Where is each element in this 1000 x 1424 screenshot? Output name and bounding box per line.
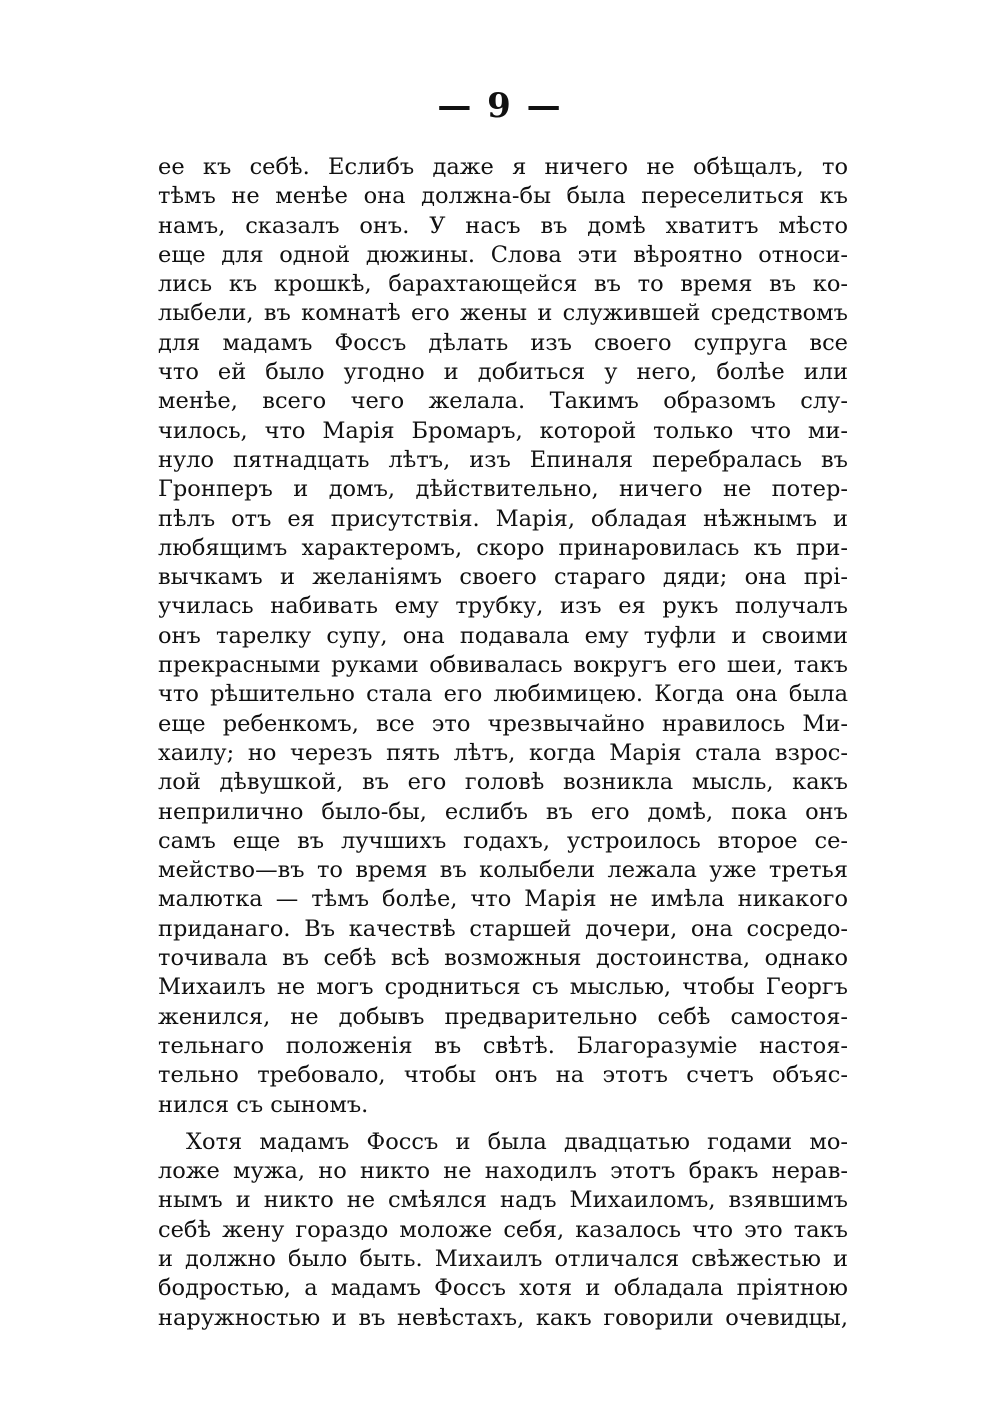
- text-line: и должно было быть. Михаилъ отличался свѣжестью и: [158, 1245, 848, 1272]
- text-line: точивала въ себѣ всѣ возможныя достоинства, однако: [158, 945, 848, 972]
- text-line: Михаилъ не могъ сродниться съ мыслью, чтобы Георгъ: [158, 974, 848, 1001]
- text-line: прекрасными руками обвивалась вокругъ его шеи, такъ: [158, 652, 848, 679]
- text-line: нуло пятнадцать лѣтъ, изъ Епиналя перебралась въ: [158, 446, 848, 473]
- text-line: Хотя мадамъ Фоссъ и была двадцатью годами мо-: [186, 1128, 848, 1155]
- text-line: менѣе, всего чего желала. Такимъ образомъ слу-: [158, 388, 848, 415]
- text-line: намъ, сказалъ онъ. У насъ въ домѣ хватитъ мѣсто: [158, 212, 848, 239]
- text-line: себѣ жену гораздо моложе себя, казалось что это такъ: [158, 1216, 848, 1243]
- text-line: самъ еще въ лучшихъ годахъ, устроилось второе се-: [158, 827, 848, 854]
- text-line: Гронперъ и домъ, дѣйствительно, ничего не потер-: [158, 476, 848, 503]
- text-line: малютка — тѣмъ болѣе, что Марія не имѣла никакого: [158, 886, 848, 913]
- text-line: еще ребенкомъ, все это чрезвычайно нравилось Ми-: [158, 710, 848, 737]
- paragraph-2: [158, 1128, 848, 1333]
- text-line: лой дѣвушкой, въ его головѣ возникла мысль, какъ: [158, 769, 848, 796]
- text-line: нился съ сыномъ.: [158, 1091, 369, 1118]
- text-line: тельно требовало, чтобы онъ на этотъ счетъ объяс-: [158, 1062, 848, 1089]
- text-line: что рѣшительно стала его любимицею. Когда она была: [158, 681, 848, 708]
- text-line: неприлично было-бы, еслибъ въ его домѣ, пока онъ: [158, 798, 848, 825]
- page-number: — 9 —: [437, 86, 563, 126]
- text-line: хаилу; но черезъ пять лѣтъ, когда Марія стала взрос-: [158, 739, 848, 766]
- paragraph-spacer: [158, 1120, 848, 1128]
- text-line: тельнаго положенія въ свѣтѣ. Благоразуміе настоя-: [158, 1032, 848, 1059]
- body-text: [158, 153, 848, 1333]
- text-line: лись къ крошкѣ, барахтающейся въ то время въ ко-: [158, 271, 848, 298]
- text-line: женился, не добывъ предварительно себѣ самостоя-: [158, 1003, 848, 1030]
- text-line: бодростью, а мадамъ Фоссъ хотя и обладала пріятною: [158, 1275, 848, 1302]
- text-line: чилось, что Марія Бромаръ, которой только что ми-: [158, 417, 848, 444]
- text-line: тѣмъ не менѣе она должна-бы была переселиться къ: [158, 183, 848, 210]
- text-line: училась набивать ему трубку, изъ ея рукъ получалъ: [158, 593, 848, 620]
- text-line: еще для одной дюжины. Слова эти вѣроятно относи-: [158, 241, 848, 268]
- text-line: вычкамъ и желаніямъ своего стараго дяди; она прі-: [158, 564, 848, 591]
- text-line: онъ тарелку супу, она подавала ему туфли и своими: [158, 622, 848, 649]
- text-line: нымъ и никто не смѣялся надъ Михаиломъ, взявшимъ: [158, 1187, 848, 1214]
- paragraph-1: [158, 153, 848, 1120]
- text-line: ее къ себѣ. Еслибъ даже я ничего не обѣщалъ, то: [158, 154, 848, 180]
- text-line: для мадамъ Фоссъ дѣлать изъ своего супруга все: [158, 329, 848, 356]
- text-line: любящимъ характеромъ, скоро принаровилась къ при-: [158, 534, 848, 561]
- text-line: лыбели, въ комнатѣ его жены и служившей средствомъ: [158, 300, 848, 327]
- text-line: наружностью и въ невѣстахъ, какъ говорили очевидцы,: [158, 1304, 848, 1331]
- text-line: ложе мужа, но никто не находилъ этотъ бракъ нерав-: [158, 1158, 848, 1185]
- text-line: что ей было угодно и добиться у него, болѣе или: [158, 359, 848, 386]
- text-line: мейство—въ то время въ колыбели лежала уже третья: [158, 857, 848, 884]
- text-line: пѣлъ отъ ея присутствія. Марія, обладая нѣжнымъ и: [158, 505, 848, 532]
- text-line: приданаго. Въ качествѣ старшей дочери, она сосредо-: [158, 915, 848, 942]
